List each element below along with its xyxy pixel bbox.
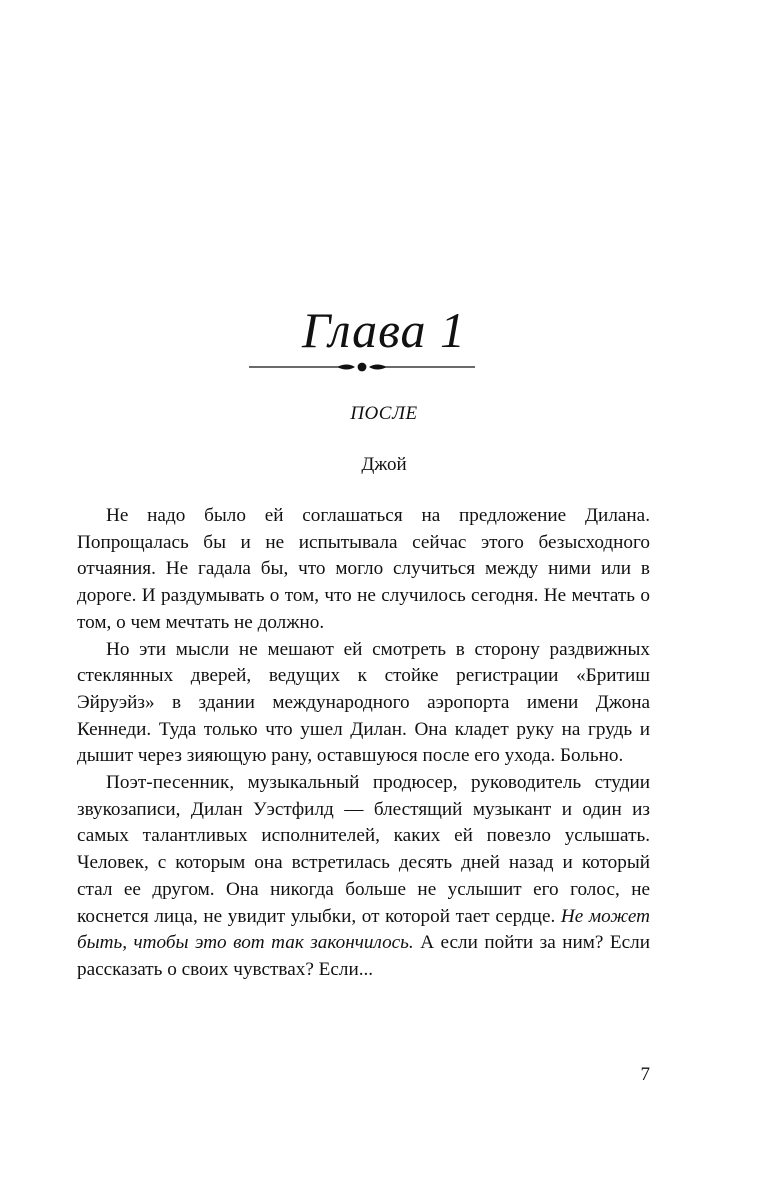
section-label: ПОСЛЕ [350, 403, 418, 424]
paragraph [77, 770, 650, 984]
body-text [77, 503, 650, 984]
paragraph [77, 503, 650, 637]
paragraph-text: Но эти мысли не мешают ей смотреть в сторону раздвижных стеклянных дверей, ведущих к стойке регистрации «Бритиш Эйруэйз» в здании международного аэропорта имени Джона Кеннеди. Туда только что ушел Дилан. Она кладет руку на грудь и дышит через зияющую рану, оставшуюся после его ухода. Больно. [77, 638, 650, 767]
paragraph [77, 637, 650, 771]
paragraph-text: А если пойти за ним? Если рассказать о своих чувствах? Если... [77, 932, 650, 980]
page-number: 7 [640, 1064, 650, 1085]
italic-thought: Не может быть, чтобы это вот так закончилось. [77, 905, 650, 954]
paragraph-text: Поэт-песенник, музыкальный продюсер, руководитель студии звукозаписи, Дилан Уэстфилд — блестящий музыкант и один из самых талантливых исполнителей, каких ей повезло услышать. Человек, с которым она встретилась десять дней назад и который стал ее другом. Она никогда больше не услышит его голос, не коснется лица, не увидит улыбки, от которой тает сердце. [77, 772, 650, 927]
pov-character: Джой [361, 454, 407, 475]
paragraph-text: Не надо было ей соглашаться на предложение Дилана. Попрощалась бы и не испытывала сейчас этого безысходного отчаяния. Не гадала бы, что могло случиться между ними или в дороге. И раздумывать о том, что не случилось сегодня. Не мечтать о том, о чем мечтать не должно. [77, 505, 650, 633]
chapter-title: Глава 1 [301, 302, 467, 358]
ornament-divider-icon [249, 357, 475, 377]
